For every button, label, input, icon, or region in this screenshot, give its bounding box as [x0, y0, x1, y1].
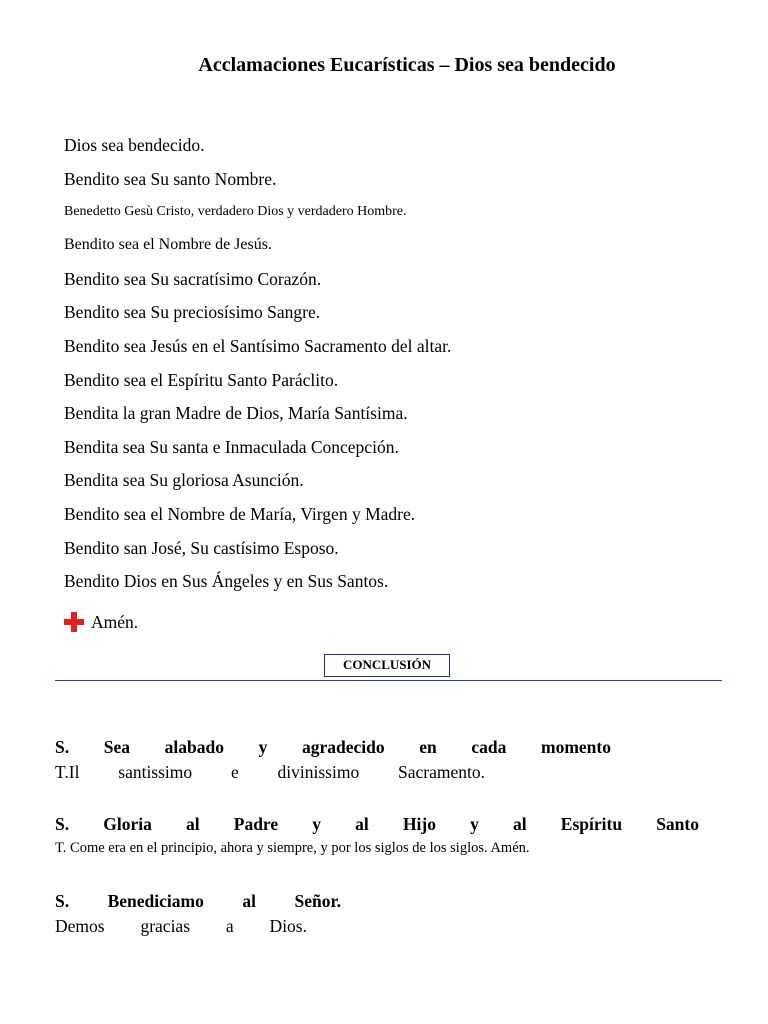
response-block-2 [55, 812, 699, 860]
list-item: Bendito sea Su santo Nombre. [64, 168, 277, 189]
list-item: Bendito sea el Nombre de Jesús. [64, 236, 272, 254]
response-people: T. Come era en el principio, ahora y siempre, y por los siglos de los siglos. Amén. [55, 840, 530, 856]
response-leader: S. Sea alabado y agradecido en cada momento [55, 737, 611, 757]
response-leader: S. Gloria al Padre y al Hijo y al Espíritu Santo [55, 814, 699, 834]
acclamations-list [64, 133, 724, 603]
list-item: Bendita sea Su gloriosa Asunción. [64, 470, 304, 491]
amen-line [63, 611, 138, 633]
list-item: Benedetto Gesù Cristo, verdadero Dios y verdadero Hombre. [64, 204, 407, 220]
divider [55, 680, 722, 681]
conclusion-label: CONCLUSIÓN [324, 654, 450, 677]
list-item: Dios sea bendecido. [64, 135, 205, 155]
response-people: T.Il santissimo e divinissimo Sacramento. [55, 762, 485, 782]
response-block-1 [55, 735, 611, 785]
response-leader: S. Benediciamo al Señor. [55, 891, 341, 911]
response-people: Demos gracias a Dios. [55, 916, 307, 936]
page-title: Acclamaciones Eucarísticas – Dios sea bendecido [198, 54, 616, 76]
list-item: Bendito sea el Espíritu Santo Paráclito. [64, 369, 339, 390]
list-item: Bendita sea Su santa e Inmaculada Concepción. [64, 436, 399, 457]
amen-text: Amén. [91, 611, 139, 632]
list-item: Bendito sea Su preciosísimo Sangre. [64, 302, 321, 323]
list-item: Bendito sea Su sacratísimo Corazón. [64, 268, 322, 289]
list-item: Bendito sea el Nombre de María, Virgen y Madre. [64, 503, 416, 524]
list-item: Bendito sea Jesús en el Santísimo Sacramento del altar. [64, 335, 452, 356]
list-item: Bendito san José, Su castísimo Esposo. [64, 537, 339, 558]
list-item: Bendita la gran Madre de Dios, María Santísima. [64, 403, 408, 424]
list-item: Bendito Dios en Sus Ángeles y en Sus Santos. [64, 571, 389, 592]
response-block-3 [55, 889, 341, 939]
red-cross-icon [63, 611, 85, 633]
